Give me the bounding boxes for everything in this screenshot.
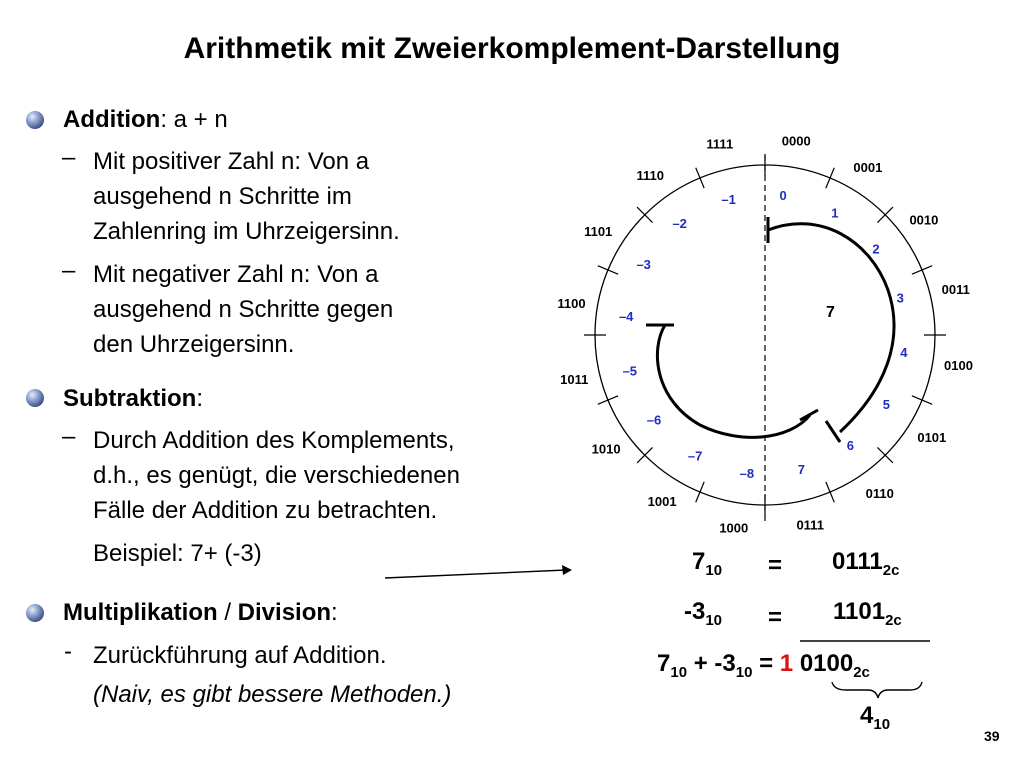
binary-label: 1110 xyxy=(636,168,665,184)
calc-row-3 xyxy=(657,650,870,681)
multiplikation-heading-mid: / xyxy=(217,599,238,626)
dash-marker: - xyxy=(64,638,72,665)
page-number: 39 xyxy=(984,728,1000,744)
ring-tick xyxy=(912,396,932,404)
calc-rhs-sub: 2c xyxy=(882,561,900,579)
binary-label: 1011 xyxy=(560,372,589,388)
calc-lhs-sub: 10 xyxy=(705,611,723,629)
calc-row-2 xyxy=(684,598,722,629)
text-line: Mit positiver Zahl n: Von a xyxy=(93,148,370,175)
ring-tick xyxy=(912,266,932,274)
binary-label: 1100 xyxy=(557,295,586,311)
calc-plus: + xyxy=(687,650,715,677)
binary-label: 1111 xyxy=(706,136,734,152)
dash-marker: – xyxy=(62,257,76,284)
result-brace xyxy=(832,682,922,698)
ring-tick xyxy=(826,482,834,502)
calc-lhs-b-sub: 10 xyxy=(735,663,753,681)
calc-rhs: 0100 xyxy=(799,650,854,677)
decimal-label: –2 xyxy=(672,216,687,232)
addition-heading-bold: Addition xyxy=(63,106,161,133)
ring-tick xyxy=(696,482,704,502)
calc-eq-3: = xyxy=(752,650,774,677)
calc-eq-2: = xyxy=(768,604,783,631)
result-sub: 10 xyxy=(873,715,891,733)
result-value: 4 xyxy=(860,702,874,729)
decimal-label: 6 xyxy=(846,437,854,453)
ring-tick xyxy=(598,396,618,404)
calc-lhs-a: 7 xyxy=(657,650,671,677)
calc-lhs: 7 xyxy=(692,548,706,575)
decimal-label: –6 xyxy=(646,412,662,428)
text-line: Mit negativer Zahl n: Von a xyxy=(93,261,379,288)
binary-label: 0101 xyxy=(917,429,947,445)
calc-eq-1: = xyxy=(768,552,783,579)
arrow-head-icon xyxy=(562,565,572,575)
binary-label: 1010 xyxy=(591,441,621,457)
calc-lhs-sub: 10 xyxy=(705,561,723,579)
division-heading-bold: Division xyxy=(237,599,332,626)
binary-label: 0110 xyxy=(865,485,894,501)
multiplikation-heading-bold: Multiplikation xyxy=(63,599,218,626)
decimal-label: –5 xyxy=(622,363,638,379)
decimal-label: 7 xyxy=(797,462,805,478)
decimal-label: –1 xyxy=(721,191,736,207)
pointer-arrow xyxy=(385,570,566,578)
calc-rhs-sub: 2c xyxy=(853,663,870,681)
decimal-label: 4 xyxy=(900,345,908,361)
text-line: ausgehend n Schritte gegen xyxy=(93,296,394,323)
calc-rhs: 0111 xyxy=(832,548,883,575)
text-line: Fälle der Addition zu betrachten. xyxy=(93,497,438,524)
calc-rhs-2 xyxy=(833,598,902,629)
binary-label: 0100 xyxy=(944,358,973,374)
arc-sub-3 xyxy=(657,325,810,437)
ring-tick xyxy=(696,168,704,188)
binary-label: 0010 xyxy=(909,212,939,228)
arc-end-marker xyxy=(826,421,840,442)
page-title: Arithmetik mit Zweierkomplement-Darstellung xyxy=(183,32,841,65)
text-line: Zahlenring im Uhrzeigersinn. xyxy=(93,218,400,245)
calc-rhs-sub: 2c xyxy=(885,611,902,629)
binary-label: 1000 xyxy=(719,520,749,536)
addition-heading-rest: : a + n xyxy=(160,106,228,133)
calc-lhs-a-sub: 10 xyxy=(670,663,688,681)
calc-row-1 xyxy=(692,548,722,579)
binary-label: 0011 xyxy=(941,281,970,297)
carry-bit: 1 xyxy=(779,650,794,677)
binary-label: 1001 xyxy=(647,493,677,509)
subtraktion-heading-bold: Subtraktion xyxy=(63,385,197,412)
ring-tick xyxy=(826,168,834,188)
decimal-label: 1 xyxy=(831,205,839,221)
binary-label: 0000 xyxy=(781,133,811,149)
text-line: d.h., es genügt, die verschiedenen xyxy=(93,462,460,489)
subtraktion-heading-rest: : xyxy=(196,385,204,412)
multiplikation-item: Zurückführung auf Addition. xyxy=(93,642,387,669)
decimal-label: –8 xyxy=(739,465,755,481)
calc-rhs-1 xyxy=(832,548,899,579)
decimal-label: –7 xyxy=(687,448,703,464)
ring-tick xyxy=(598,266,618,274)
calc-rhs: 1101 xyxy=(833,598,886,625)
decimal-label: –3 xyxy=(636,257,651,273)
text-line: ausgehend n Schritte im xyxy=(93,183,352,210)
decimal-label: 0 xyxy=(779,188,787,204)
subtraktion-example: Beispiel: 7+ (-3) xyxy=(93,540,262,567)
binary-label: 0001 xyxy=(853,160,883,176)
binary-label: 1101 xyxy=(584,224,613,240)
calc-lhs: -3 xyxy=(684,598,706,625)
text-line: Durch Addition des Komplements, xyxy=(93,427,455,454)
multiplikation-heading-rest: : xyxy=(331,599,338,626)
calc-result xyxy=(860,702,890,733)
decimal-label: –4 xyxy=(618,308,634,324)
multiplikation-note: (Naiv, es gibt bessere Methoden.) xyxy=(93,681,452,708)
arc-end-marker xyxy=(800,410,818,420)
dash-marker: – xyxy=(62,144,76,171)
decimal-label: 3 xyxy=(896,290,904,306)
binary-label: 0111 xyxy=(796,517,824,533)
decimal-label: 2 xyxy=(872,241,880,257)
calc-lhs-b: -3 xyxy=(714,650,736,677)
text-line: den Uhrzeigersinn. xyxy=(93,331,295,358)
arc-label-7: 7 xyxy=(826,304,835,321)
dash-marker: – xyxy=(62,423,76,450)
decimal-label: 5 xyxy=(882,396,890,412)
